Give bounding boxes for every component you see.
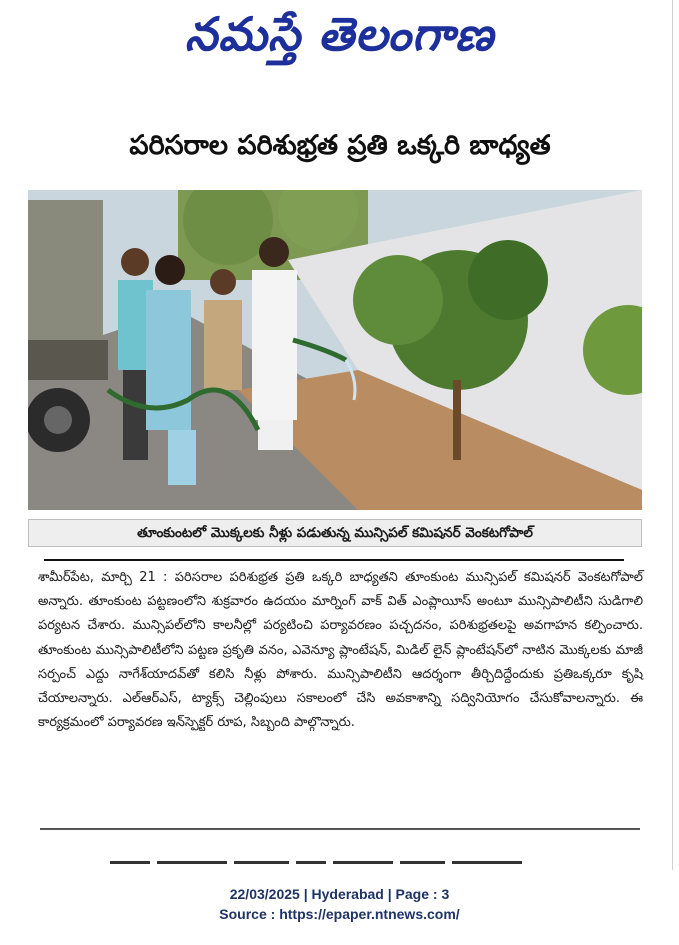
article-dateline: శామీర్‌పేట, మార్చి 21 : — [38, 570, 168, 585]
article-body — [38, 566, 643, 735]
page-footer — [0, 884, 679, 924]
caption-divider — [44, 559, 624, 561]
article-photo — [28, 190, 642, 510]
masthead — [0, 4, 679, 76]
article-end-rule — [40, 828, 640, 830]
footer-source-line: Source : https://epaper.ntnews.com/ — [219, 906, 460, 922]
photo-caption: తూంకుంటలో మొక్కలకు నీళ్లు పడుతున్న మున్సిపల్ కమిషనర్ వెంకటగోపాల్ — [28, 519, 642, 547]
photo-illustration — [28, 190, 642, 510]
footer-date-line: 22/03/2025 | Hyderabad | Page : 3 — [229, 886, 450, 902]
article-headline: పరిసరాల పరిశుభ్రత ప్రతి ఒక్కరి బాధ్యత — [129, 130, 551, 161]
newspaper-logo: నమస్తే తెలంగాణ — [184, 7, 495, 61]
next-headline-cutoff — [110, 852, 570, 864]
article-paragraph: పరిసరాల పరిశుభ్రత ప్రతి ఒక్కరి బాధ్యతని తూంకుంట మున్సిపల్ కమిషనర్ వెంకటగోపాల్ అన్నారు. తూంకుంట పట్టణంలోని శుక్రవారం ఉదయం మార్నింగ్ వాక్ విత్ ఎంప్లాయీస్ అంటూ మున్సిపాలిటీని సుడిగాలి పర్యటన చేశారు. మున్సిపల్‌లోని కాలనీల్లో పర్యటించి పర్యావరణం పచ్చదనం, పరిశుభ్రతలపై అవగాహన కల్పించారు. తూంకుంట మున్సిపాలిటీలోని పట్టణ ప్రకృతి వనం, ఎవెన్యూ ప్లాంటేషన్, మిడిల్ లైన్ ప్లాంటేషన్‌లో నాటిన మొక్కలకు మాజీ సర్పంచ్ ఎద్దు నాగేశ్‌యాదవ్‌తో కలిసి నీళ్లు పోశారు. మున్సిపాలిటీని ఆదర్శంగా తీర్చిదిద్దేందుకు ప్రతిఒక్కరూ కృషి చేయాలన్నారు. ఎల్ఆర్ఎస్, ట్యాక్స్ చెల్లింపులు సకాలంలో చేసి అవకాశాన్ని సద్వినియోగం చేసుకోవాలన్నారు. ఈ కార్యక్రమంలో పర్యావరణ ఇన్‌స్పెక్టర్ రూప, సిబ్బంది పాల్గొన్నారు. — [38, 570, 643, 731]
page-edge-rule — [672, 0, 673, 870]
